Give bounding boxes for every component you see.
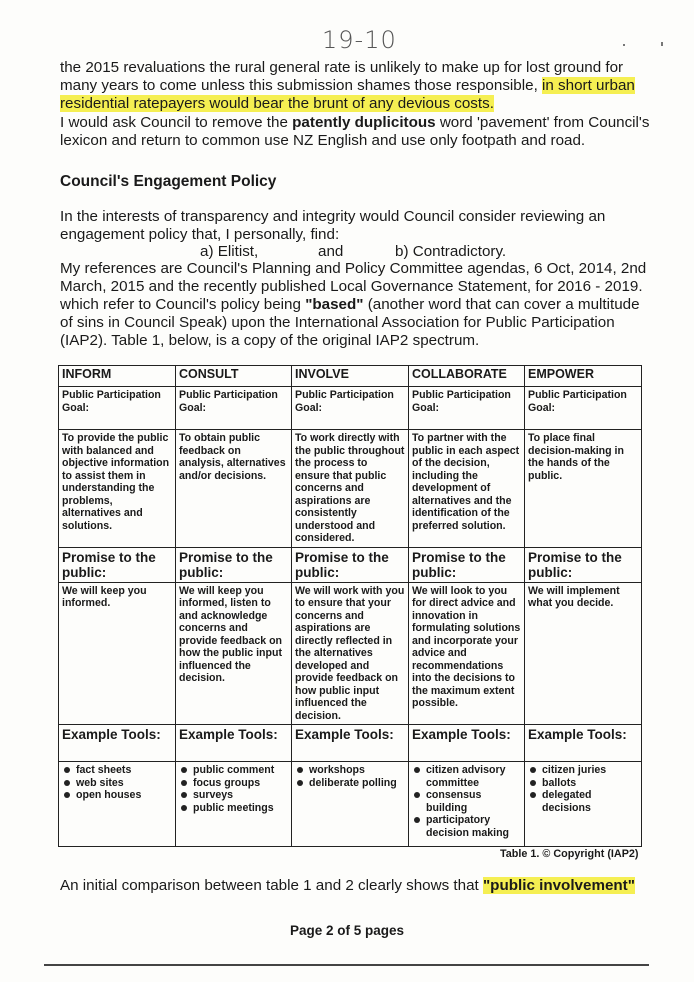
- column-header: CONSULT: [176, 366, 292, 387]
- paragraph-references: [60, 260, 650, 350]
- list-item: [528, 789, 638, 814]
- list-item: [412, 814, 521, 839]
- tool-item-text: participatory decision making: [426, 814, 510, 839]
- list-item-a: a) Elitist,: [200, 243, 259, 260]
- scan-speck: [661, 42, 663, 46]
- tool-item-text: public meetings: [193, 801, 274, 814]
- paragraph-text: (another word that can cover a multitude of sins in Council Speak) upon the International Association for Public Participation (IAP2). Table 1, below, is a copy of the original IAP2 spectrum.: [60, 296, 640, 349]
- table-row-tools-labels: [59, 725, 642, 762]
- tools-list-cell: [525, 762, 642, 847]
- tool-item-text: surveys: [193, 789, 234, 801]
- tool-item-text: ballots: [542, 776, 577, 789]
- list-item: [295, 777, 405, 790]
- tools-label: Example Tools:: [525, 725, 642, 762]
- list-item: [412, 789, 521, 814]
- column-header: EMPOWER: [525, 366, 642, 387]
- goal-text: To place final decision-making in the hands of the public.: [525, 430, 642, 548]
- paragraph-engagement: In the interests of transparency and integrity would Council consider reviewing an engagement policy that, I personally, find:: [60, 208, 606, 243]
- tools-list-cell: [409, 762, 525, 847]
- bullet-icon: [181, 792, 187, 798]
- section-heading: Council's Engagement Policy: [60, 173, 277, 190]
- bullet-icon: [297, 767, 303, 773]
- tool-item-text: open houses: [76, 789, 142, 801]
- bullet-icon: [64, 792, 70, 798]
- paragraph-pavement: [60, 114, 650, 150]
- list-item: [179, 764, 288, 777]
- table-row-tools: [59, 762, 642, 847]
- list-conjunction: and: [318, 243, 344, 260]
- goal-text: To partner with the public in each aspect of the decision, including the development of alternatives and the identification of the preferred solution.: [409, 430, 525, 548]
- goal-text: To obtain public feedback on analysis, alternatives and/or decisions.: [176, 430, 292, 548]
- tools-label: Example Tools:: [292, 725, 409, 762]
- iap2-spectrum-table: [58, 365, 642, 847]
- promise-text: We will keep you informed, listen to and acknowledge concerns and provide feedback on how the public input influenced the decision.: [176, 582, 292, 725]
- list-item: [295, 764, 405, 777]
- list-item: [62, 777, 172, 790]
- tool-item-text: delegated decisions: [542, 789, 592, 814]
- table-row-goals: [59, 430, 642, 548]
- tool-item-text: web sites: [76, 776, 124, 789]
- goal-label: Public Participation Goal:: [176, 387, 292, 430]
- paragraph-text: the 2015 revaluations the rural general rate is unlikely to make up for lost ground for many years to come unless this submission shames those responsible,: [60, 59, 624, 94]
- list-item: [179, 777, 288, 790]
- goal-label: Public Participation Goal:: [292, 387, 409, 430]
- list-item: [62, 764, 172, 777]
- paragraph-revaluations: [60, 59, 650, 113]
- table-row-goal-labels: [59, 387, 642, 430]
- promise-label: Promise to the public:: [59, 547, 176, 582]
- promise-text: We will implement what you decide.: [525, 582, 642, 725]
- list-item: [179, 802, 288, 815]
- tool-item-text: consensus building: [426, 789, 482, 814]
- list-item-b: b) Contradictory.: [395, 243, 507, 260]
- list-item: [528, 777, 638, 790]
- scan-speck: [623, 44, 625, 46]
- bullet-icon: [181, 805, 187, 811]
- table-caption: Table 1. © Copyright (IAP2): [500, 848, 639, 860]
- tool-item-text: focus groups: [193, 776, 261, 789]
- promise-text: We will look to you for direct advice and innovation in formulating solutions and incorporate your advice and recommendations into the decisions to the maximum extent possible.: [409, 582, 525, 725]
- column-header: COLLABORATE: [409, 366, 525, 387]
- column-header: INFORM: [59, 366, 176, 387]
- paragraph-text: word 'pavement' from Council's lexicon and return to common use NZ English and use only footpath and road.: [60, 114, 650, 149]
- promise-label: Promise to the public:: [409, 547, 525, 582]
- promise-label: Promise to the public:: [292, 547, 409, 582]
- table-row-promises: [59, 582, 642, 725]
- tools-label: Example Tools:: [59, 725, 176, 762]
- bullet-icon: [414, 792, 420, 798]
- list-item: [528, 764, 638, 777]
- goal-text: To provide the public with balanced and objective information to assist them in understanding the problems, alternatives and solutions.: [59, 430, 176, 548]
- footer-rule: [44, 964, 649, 966]
- list-item: [62, 789, 172, 802]
- goal-label: Public Participation Goal:: [59, 387, 176, 430]
- handwritten-page-number: 19-10: [322, 26, 397, 54]
- tools-label: Example Tools:: [176, 725, 292, 762]
- bullet-icon: [414, 767, 420, 773]
- promise-text: We will keep you informed.: [59, 582, 176, 725]
- paragraph-text: My references are Council's Planning and Policy Committee agendas, 6 Oct, 2014, 2nd March, 2015 and the recently published Local Governance Statement, for 2016 - 2019. which refer to Council's policy being: [60, 260, 647, 313]
- tool-item-text: fact sheets: [76, 764, 132, 776]
- tool-item-text: citizen juries: [542, 764, 607, 776]
- paragraph-text: An initial comparison between table 1 and 2 clearly shows that: [60, 877, 483, 894]
- promise-label: Promise to the public:: [525, 547, 642, 582]
- bullet-icon: [64, 780, 70, 786]
- tools-list: [528, 764, 638, 814]
- tools-list-cell: [59, 762, 176, 847]
- highlighted-text: "public involvement": [482, 877, 635, 894]
- column-header: INVOLVE: [292, 366, 409, 387]
- tools-list-cell: [176, 762, 292, 847]
- table-row-headers: [59, 366, 642, 387]
- table-row-promise-labels: [59, 547, 642, 582]
- bold-text: patently duplicitous: [292, 114, 436, 131]
- tool-item-text: workshops: [309, 764, 365, 776]
- paragraph-comparison: [60, 877, 650, 895]
- bullet-icon: [297, 780, 303, 786]
- bold-text: "based": [305, 296, 364, 313]
- promise-label: Promise to the public:: [176, 547, 292, 582]
- bullet-icon: [530, 780, 536, 786]
- tool-item-text: public comment: [193, 764, 275, 776]
- bullet-icon: [414, 817, 420, 823]
- goal-label: Public Participation Goal:: [525, 387, 642, 430]
- promise-text: We will work with you to ensure that your concerns and aspirations are directly reflected in the alternatives developed and provide feedback on how public input influenced the decision.: [292, 582, 409, 725]
- page-footer: Page 2 of 5 pages: [289, 923, 405, 938]
- tools-list: [412, 764, 521, 839]
- tool-item-text: citizen advisory committee: [426, 764, 506, 789]
- tool-item-text: deliberate polling: [309, 776, 397, 789]
- tools-list: [62, 764, 172, 802]
- highlighted-text: in short urban residential ratepayers would bear the brunt of any devious costs.: [60, 77, 635, 112]
- bullet-icon: [530, 792, 536, 798]
- bullet-icon: [181, 767, 187, 773]
- tools-list-cell: [292, 762, 409, 847]
- goal-label: Public Participation Goal:: [409, 387, 525, 430]
- bullet-icon: [530, 767, 536, 773]
- paragraph-text: I would ask Council to remove the: [60, 114, 293, 131]
- bullet-icon: [181, 780, 187, 786]
- tools-list: [295, 764, 405, 789]
- bullet-icon: [64, 767, 70, 773]
- tools-label: Example Tools:: [409, 725, 525, 762]
- tools-list: [179, 764, 288, 814]
- list-item: [412, 764, 521, 789]
- list-item: [179, 789, 288, 802]
- goal-text: To work directly with the public throughout the process to ensure that public concerns and aspirations are consistently understood and considered.: [292, 430, 409, 548]
